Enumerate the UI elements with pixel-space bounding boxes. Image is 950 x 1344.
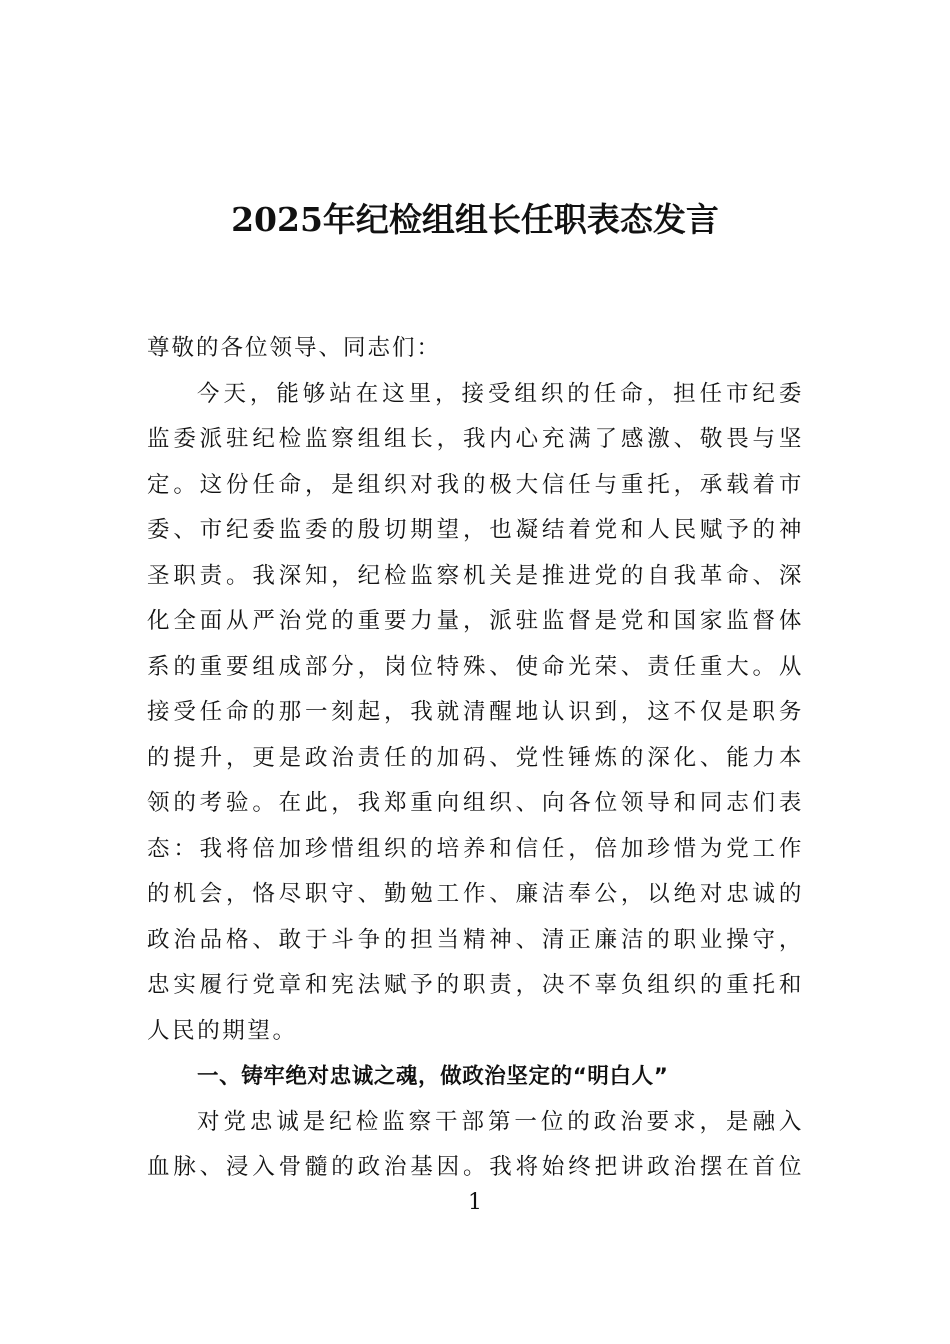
section-heading-1: 一、铸牢绝对忠诚之魂，做政治坚定的“明白人” — [197, 1064, 669, 1089]
salutation: 尊敬的各位领导、同志们： — [147, 335, 442, 361]
paragraph-line: 系的重要组成部分，岗位特殊、使命光荣、责任重大。从 — [147, 653, 804, 680]
paragraph-intro — [147, 372, 804, 1055]
paragraph-line: 人民的期望。 — [147, 1017, 298, 1044]
paragraph-line: 领的考验。在此，我郑重向组织、向各位领导和同志们表 — [147, 790, 804, 816]
paragraph-line: 圣职责。我深知，纪检监察机关是推进党的自我革命、深 — [147, 562, 804, 589]
paragraph-line: 忠实履行党章和宪法赋予的职责，决不辜负组织的重托和 — [147, 972, 804, 998]
paragraph-line: 对党忠诚是纪检监察干部第一位的政治要求，是融入 — [197, 1108, 804, 1135]
paragraph-line: 接受任命的那一刻起，我就清醒地认识到，这不仅是职务 — [147, 699, 804, 725]
paragraph-line: 态：我将倍加珍惜组织的培养和信任，倍加珍惜为党工作 — [147, 835, 804, 862]
paragraph-line: 化全面从严治党的重要力量，派驻监督是党和国家监督体 — [147, 608, 804, 634]
document-title: 2025年纪检组组长任职表态发言 — [231, 200, 719, 239]
paragraph-line: 今天，能够站在这里，接受组织的任命，担任市纪委 — [197, 380, 804, 407]
paragraph-line: 监委派驻纪检监察组组长，我内心充满了感激、敬畏与坚 — [147, 426, 804, 452]
paragraph-line: 定。这份任命，是组织对我的极大信任与重托，承载着市 — [147, 471, 804, 498]
paragraph-line: 政治品格、敢于斗争的担当精神、清正廉洁的职业操守， — [147, 926, 804, 953]
paragraph-line: 的机会，恪尽职守、勤勉工作、廉洁奉公，以绝对忠诚的 — [147, 881, 804, 907]
paragraph-line: 的提升，更是政治责任的加码、党性锤炼的深化、能力本 — [147, 744, 804, 771]
page-number: 1 — [468, 1190, 482, 1215]
paragraph-line: 委、市纪委监委的殷切期望，也凝结着党和人民赋予的神 — [147, 517, 804, 543]
paragraph-line: 血脉、浸入骨髓的政治基因。我将始终把讲政治摆在首位 — [147, 1154, 804, 1180]
paragraph-section-1 — [147, 1100, 804, 1191]
document-body — [147, 326, 804, 1191]
